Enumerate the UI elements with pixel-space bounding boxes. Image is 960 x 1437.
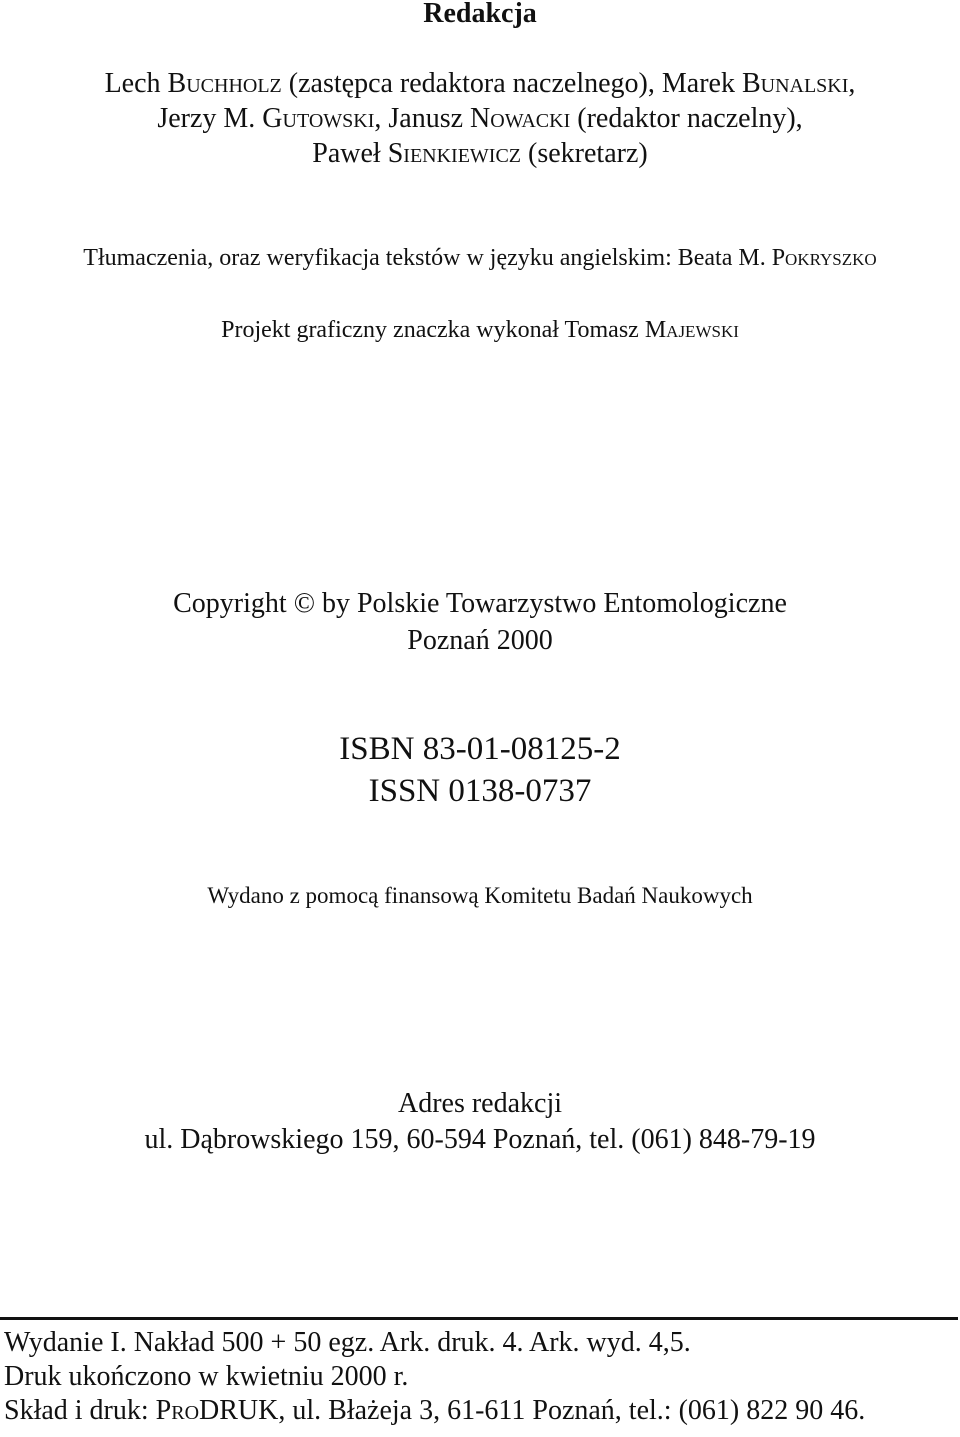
editor-surname: Buchholz	[167, 68, 282, 99]
team-line-1: Lech Buchholz (zastępca redaktora naczelnego), Marek Bunalski,	[104, 68, 856, 99]
printed-line: Druk ukończono w kwietniu 2000 r.	[4, 1361, 409, 1392]
printer-name: Pro	[155, 1395, 200, 1426]
copyright-block	[0, 585, 960, 659]
address-block	[0, 1086, 960, 1158]
colophon	[4, 1326, 956, 1428]
editor-surname: Sienkiewicz	[387, 138, 522, 169]
team-line-2: Jerzy M. Gutowski, Janusz Nowacki (redaktor naczelny),	[157, 103, 803, 134]
editor-surname: Gutowski	[262, 103, 375, 134]
design-credit: Projekt graficzny znaczka wykonał Tomasz Majewski	[221, 317, 739, 343]
issn: ISSN 0138-0737	[368, 773, 592, 809]
typeset-line: Skład i druk: ProDRUK, ul. Błażeja 3, 61-611 Poznań, tel.: (061) 822 90 46.	[4, 1395, 866, 1426]
copyright-icon: ©	[293, 588, 315, 619]
translation-credit: Tłumaczenia, oraz weryfikacja tekstów w języku angielskim: Beata M. Pokryszko	[83, 245, 877, 271]
editor-surname: Bunalski	[741, 68, 849, 99]
designer-surname: Majewski	[644, 317, 739, 343]
isbn: ISBN 83-01-08125-2	[339, 731, 621, 767]
editorial-team	[0, 66, 960, 171]
edition-line: Wydanie I. Nakład 500 + 50 egz. Ark. druk. 4. Ark. wyd. 4,5.	[4, 1327, 691, 1358]
address-value: ul. Dąbrowskiego 159, 60-594 Poznań, tel. (061) 848-79-19	[144, 1124, 816, 1155]
editor-surname: Nowacki	[470, 103, 571, 134]
team-line-3: Paweł Sienkiewicz (sekretarz)	[312, 138, 648, 169]
page-title: Redakcja	[423, 0, 537, 29]
footer-divider	[0, 1317, 958, 1320]
identifiers	[0, 728, 960, 812]
funding-note: Wydano z pomocą finansową Komitetu Badań Naukowych	[207, 883, 753, 908]
translator-surname: Pokryszko	[771, 245, 877, 271]
place-year: Poznań 2000	[407, 625, 553, 656]
address-label: Adres redakcji	[397, 1088, 563, 1119]
copyright-line: Copyright © by Polskie Towarzystwo Entomologiczne	[173, 588, 787, 619]
